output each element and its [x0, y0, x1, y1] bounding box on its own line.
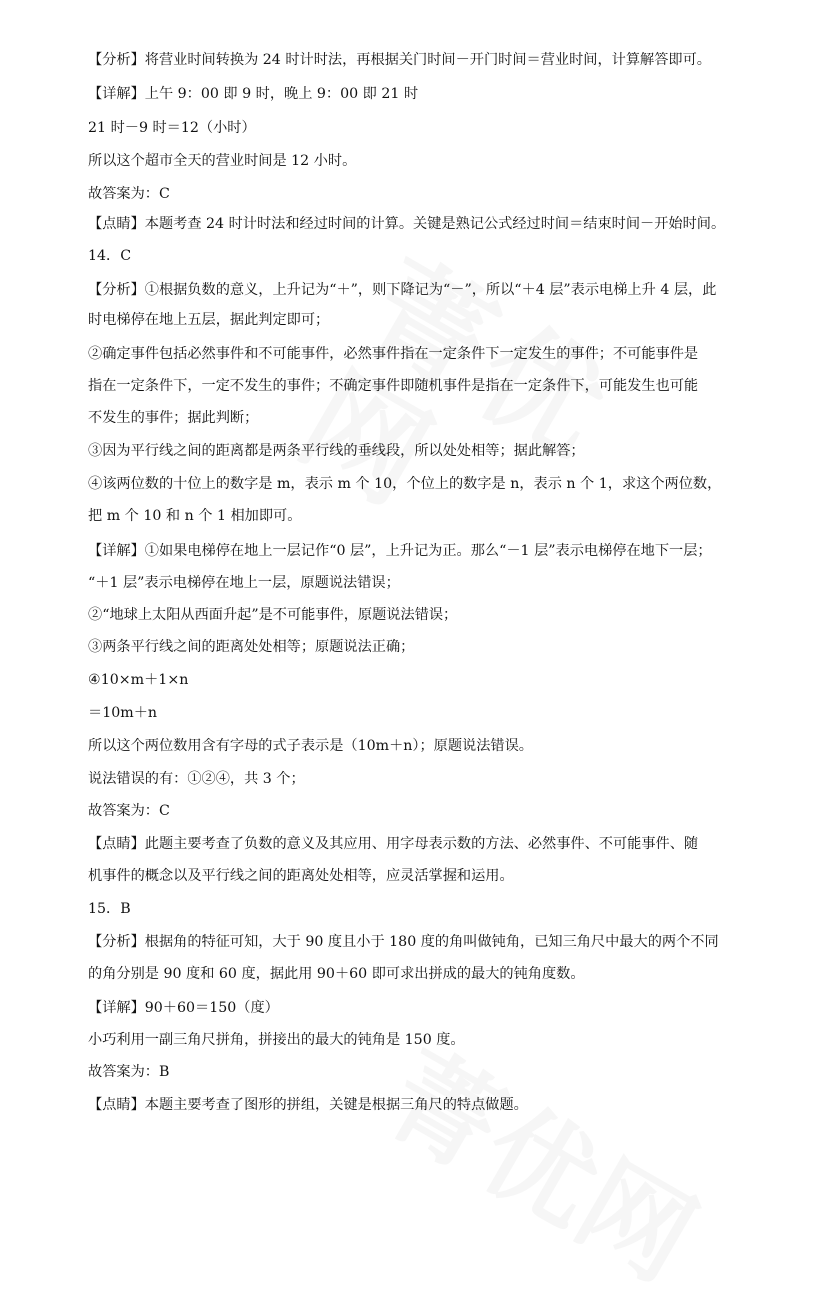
- text-line: 把 m 个 10 和 n 个 1 相加即可。: [88, 508, 302, 524]
- text-line: 【详解】①如果电梯停在地上一层记作“0 层”，上升记为正。那么“－1 层”表示电梯停在地下一层；: [88, 543, 712, 559]
- text-line: 【点睛】本题考查 24 时计时法和经过时间的计算。关键是熟记公式经过时间＝结束时间－开始时间。: [88, 216, 726, 232]
- text-line: 时电梯停在地上五层，据此判定即可；: [88, 312, 330, 328]
- text-line: 【分析】①根据负数的意义，上升记为“＋”，则下降记为“－”，所以“＋4 层”表示电梯上升 4 层，此: [88, 282, 717, 298]
- text-line: 【详解】上午 9：00 即 9 时，晚上 9：00 即 21 时: [88, 86, 419, 102]
- text-line: 故答案为：B: [88, 1064, 170, 1080]
- text-line: ④该两位数的十位上的数字是 m，表示 m 个 10，个位上的数字是 n，表示 n 个 1，求这个两位数，: [88, 476, 722, 492]
- question-number: 14．C: [88, 248, 132, 264]
- text-line: 所以这个超市全天的营业时间是 12 小时。: [88, 153, 357, 169]
- text-line: 【点睛】此题主要考查了负数的意义及其应用、用字母表示数的方法、必然事件、不可能事件、随: [88, 836, 699, 852]
- text-line: 故答案为：C: [88, 186, 170, 202]
- text-line: 【分析】根据角的特征可知，大于 90 度且小于 180 度的角叫做钝角，已知三角尺中最大的两个不同: [88, 934, 719, 950]
- text-line: ＝10m＋n: [88, 705, 158, 721]
- text-line: ②“地球上太阳从西面升起”是不可能事件，原题说法错误；: [88, 607, 458, 623]
- text-line: ④10×m＋1×n: [88, 672, 189, 688]
- text-line: 指在一定条件下，一定不发生的事件；不确定事件即随机事件是指在一定条件下，可能发生也可能: [88, 378, 699, 394]
- text-line: ②确定事件包括必然事件和不可能事件，必然事件指在一定条件下一定发生的事件；不可能事件是: [88, 346, 699, 362]
- text-line: 所以这个两位数用含有字母的式子表示是（10m＋n）；原题说法错误。: [88, 738, 533, 754]
- text-line: 【点睛】本题主要考查了图形的拼组，关键是根据三角尺的特点做题。: [88, 1097, 528, 1113]
- text-line: 21 时－9 时＝12（小时）: [88, 120, 256, 136]
- text-line: 故答案为：C: [88, 803, 170, 819]
- text-line: 小巧利用一副三角尺拼角，拼接出的最大的钝角是 150 度。: [88, 1032, 465, 1048]
- text-line: 说法错误的有：①②④，共 3 个；: [88, 771, 305, 787]
- text-line: 【详解】90＋60＝150（度）: [88, 1000, 279, 1016]
- text-line: 【分析】将营业时间转换为 24 时计时法，再根据关门时间－开门时间＝营业时间，计算解答即可。: [88, 52, 711, 68]
- text-line: ③两条平行线之间的距离处处相等；原题说法正确；: [88, 639, 415, 655]
- watermark-bottom: [363, 1008, 728, 1310]
- text-line: ③因为平行线之间的距离都是两条平行线的垂线段，所以处处相等；据此解答；: [88, 443, 585, 459]
- question-number: 15．B: [88, 901, 131, 917]
- text-line: “＋1 层”表示电梯停在地上一层，原题说法错误；: [88, 575, 400, 591]
- text-line: 机事件的概念以及平行线之间的距离处处相等，应灵活掌握和运用。: [88, 868, 514, 884]
- text-line: 的角分别是 90 度和 60 度，据此用 90＋60 即可求出拼成的最大的钝角度数。: [88, 966, 585, 982]
- text-line: 不发生的事件；据此判断；: [88, 410, 259, 426]
